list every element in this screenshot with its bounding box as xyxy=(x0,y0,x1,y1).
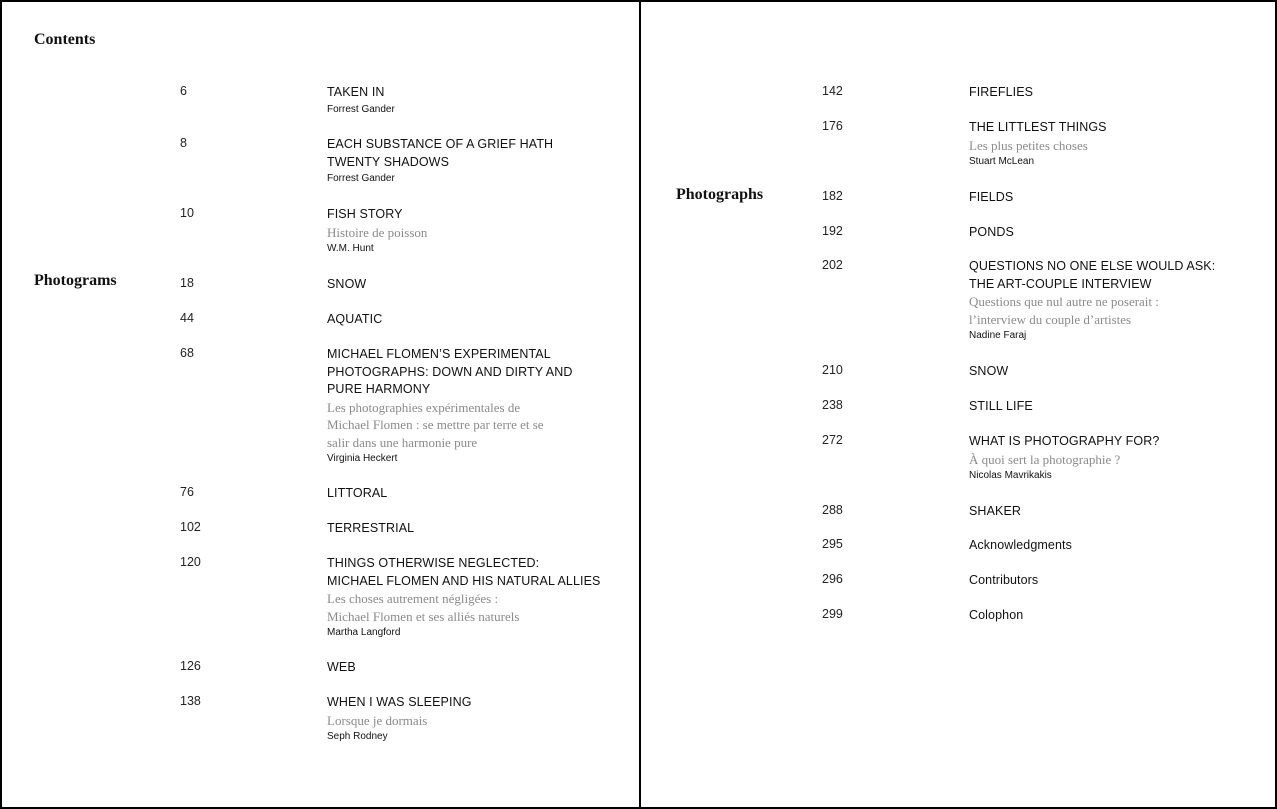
toc-entry-french-title: À quoi sert la photographie ? xyxy=(969,451,1121,467)
toc-entry-french-title: l’interview du couple d’artistes xyxy=(969,311,1132,327)
toc-entry-title: PONDS xyxy=(969,225,1014,239)
toc-entry-body xyxy=(969,119,1259,169)
toc-entry-title: TAKEN IN xyxy=(327,85,385,99)
toc-entry-body xyxy=(327,520,617,538)
toc-entry-body xyxy=(969,224,1259,242)
toc-entry-title: THE ART-COUPLE INTERVIEW xyxy=(969,276,1152,291)
toc-page-number: 192 xyxy=(822,224,843,238)
toc-entry-author: Stuart McLean xyxy=(969,156,1035,167)
toc-entry-body xyxy=(327,555,617,640)
toc-entry-body xyxy=(969,84,1259,102)
toc-page-number: 299 xyxy=(822,607,843,621)
toc-entry-title: THINGS OTHERWISE NEGLECTED: xyxy=(327,556,540,570)
photograms-section-heading: Photograms xyxy=(34,272,117,289)
toc-entry-title: SNOW xyxy=(969,364,1009,378)
toc-entry-body xyxy=(327,659,617,677)
toc-entry-title: WEB xyxy=(327,660,356,674)
toc-page-number: 202 xyxy=(822,258,843,272)
toc-page-number: 272 xyxy=(822,433,843,447)
toc-entry-author: Nicolas Mavrikakis xyxy=(969,470,1052,481)
toc-entry-body xyxy=(969,607,1259,625)
toc-entry-body xyxy=(327,346,617,466)
contents-heading: Contents xyxy=(34,31,96,48)
toc-entry-title: SHAKER xyxy=(969,504,1022,518)
toc-page-number: 288 xyxy=(822,503,843,517)
toc-page-number: 176 xyxy=(822,119,843,133)
toc-page-number: 6 xyxy=(180,84,187,98)
toc-entry-title: Contributors xyxy=(969,573,1039,587)
toc-entry-french-title: Lorsque je dormais xyxy=(327,712,428,728)
toc-entry-body xyxy=(327,84,617,117)
toc-entry-title: TWENTY SHADOWS xyxy=(327,154,450,169)
toc-entry-title: MICHAEL FLOMEN’S EXPERIMENTAL xyxy=(327,347,551,361)
toc-page-number: 102 xyxy=(180,520,201,534)
toc-entry-french-title: Michael Flomen et ses alliés naturels xyxy=(327,608,520,624)
toc-entry-french-title: Les plus petites choses xyxy=(969,137,1088,153)
toc-entry-title: Acknowledgments xyxy=(969,538,1072,552)
toc-entry-title: THE LITTLEST THINGS xyxy=(969,120,1107,134)
toc-entry-title: Colophon xyxy=(969,608,1024,622)
toc-entry-title: AQUATIC xyxy=(327,312,383,326)
toc-entry-title: WHAT IS PHOTOGRAPHY FOR? xyxy=(969,434,1160,448)
toc-page-number: 44 xyxy=(180,311,194,325)
toc-page-number: 76 xyxy=(180,485,194,499)
toc-entry-author: Nadine Faraj xyxy=(969,330,1027,341)
toc-entry-title: TERRESTRIAL xyxy=(327,521,415,535)
toc-entry-title: EACH SUBSTANCE OF A GRIEF HATH xyxy=(327,137,554,151)
toc-entry-title: LITTORAL xyxy=(327,486,388,500)
toc-entry-body xyxy=(969,503,1259,521)
toc-entry-title: FISH STORY xyxy=(327,207,403,221)
toc-entry-body xyxy=(969,189,1259,207)
toc-entry-title: QUESTIONS NO ONE ELSE WOULD ASK: xyxy=(969,259,1216,273)
toc-entry-title: SNOW xyxy=(327,277,367,291)
toc-entry-body xyxy=(327,485,617,503)
toc-entry-body xyxy=(969,537,1259,555)
toc-entry-body xyxy=(327,311,617,329)
toc-page-number: 182 xyxy=(822,189,843,203)
toc-page-number: 138 xyxy=(180,694,201,708)
toc-entry-author: Forrest Gander xyxy=(327,103,395,115)
toc-page-number: 295 xyxy=(822,537,843,551)
toc-entry-french-title: Les photographies expérimentales de xyxy=(327,399,521,415)
toc-entry-body xyxy=(969,258,1259,343)
toc-entry-title: PURE HARMONY xyxy=(327,382,431,396)
toc-entry-body xyxy=(327,276,617,294)
toc-entry-title: STILL LIFE xyxy=(969,399,1033,413)
toc-page-number: 68 xyxy=(180,346,194,360)
toc-page-number: 238 xyxy=(822,398,843,412)
toc-entry-french-title: salir dans une harmonie pure xyxy=(327,434,478,450)
toc-entry-body xyxy=(969,572,1259,590)
toc-entry-author: Forrest Gander xyxy=(327,173,395,184)
toc-entry-french-title: Michael Flomen : se mettre par terre et se xyxy=(327,417,544,432)
toc-entry-title: FIREFLIES xyxy=(969,85,1034,99)
toc-entry-body xyxy=(969,363,1259,381)
toc-entry-body xyxy=(327,206,617,256)
toc-entry-title: WHEN I WAS SLEEPING xyxy=(327,695,472,709)
toc-entry-french-title: Les choses autrement négligées : xyxy=(327,591,499,606)
toc-page-number: 210 xyxy=(822,363,843,377)
photographs-section-heading: Photographs xyxy=(676,186,764,203)
toc-entry-body xyxy=(969,398,1259,416)
toc-entry-author: Martha Langford xyxy=(327,627,401,638)
toc-entry-french-title: Histoire de poisson xyxy=(327,224,428,240)
toc-entry-author: Seph Rodney xyxy=(327,731,388,742)
toc-entry-title: FIELDS xyxy=(969,190,1014,204)
toc-page-number: 120 xyxy=(180,555,201,569)
toc-entry-author: W.M. Hunt xyxy=(327,243,374,254)
right-page xyxy=(641,2,1277,807)
toc-entry-title: PHOTOGRAPHS: DOWN AND DIRTY AND xyxy=(327,364,573,379)
toc-page-number: 126 xyxy=(180,659,201,673)
toc-entry-author: Virginia Heckert xyxy=(327,453,398,464)
toc-page-number: 18 xyxy=(180,276,194,290)
toc-page-number: 142 xyxy=(822,84,843,98)
toc-page-number: 8 xyxy=(180,136,187,150)
toc-page-number: 10 xyxy=(180,206,194,220)
toc-page-number: 296 xyxy=(822,572,843,586)
toc-entry-title: MICHAEL FLOMEN AND HIS NATURAL ALLIES xyxy=(327,573,601,588)
toc-entry-body xyxy=(327,136,617,186)
toc-entry-body xyxy=(969,433,1259,483)
toc-entry-french-title: Questions que nul autre ne poserait : xyxy=(969,294,1159,309)
left-page xyxy=(2,2,641,807)
toc-entry-body xyxy=(327,694,617,744)
